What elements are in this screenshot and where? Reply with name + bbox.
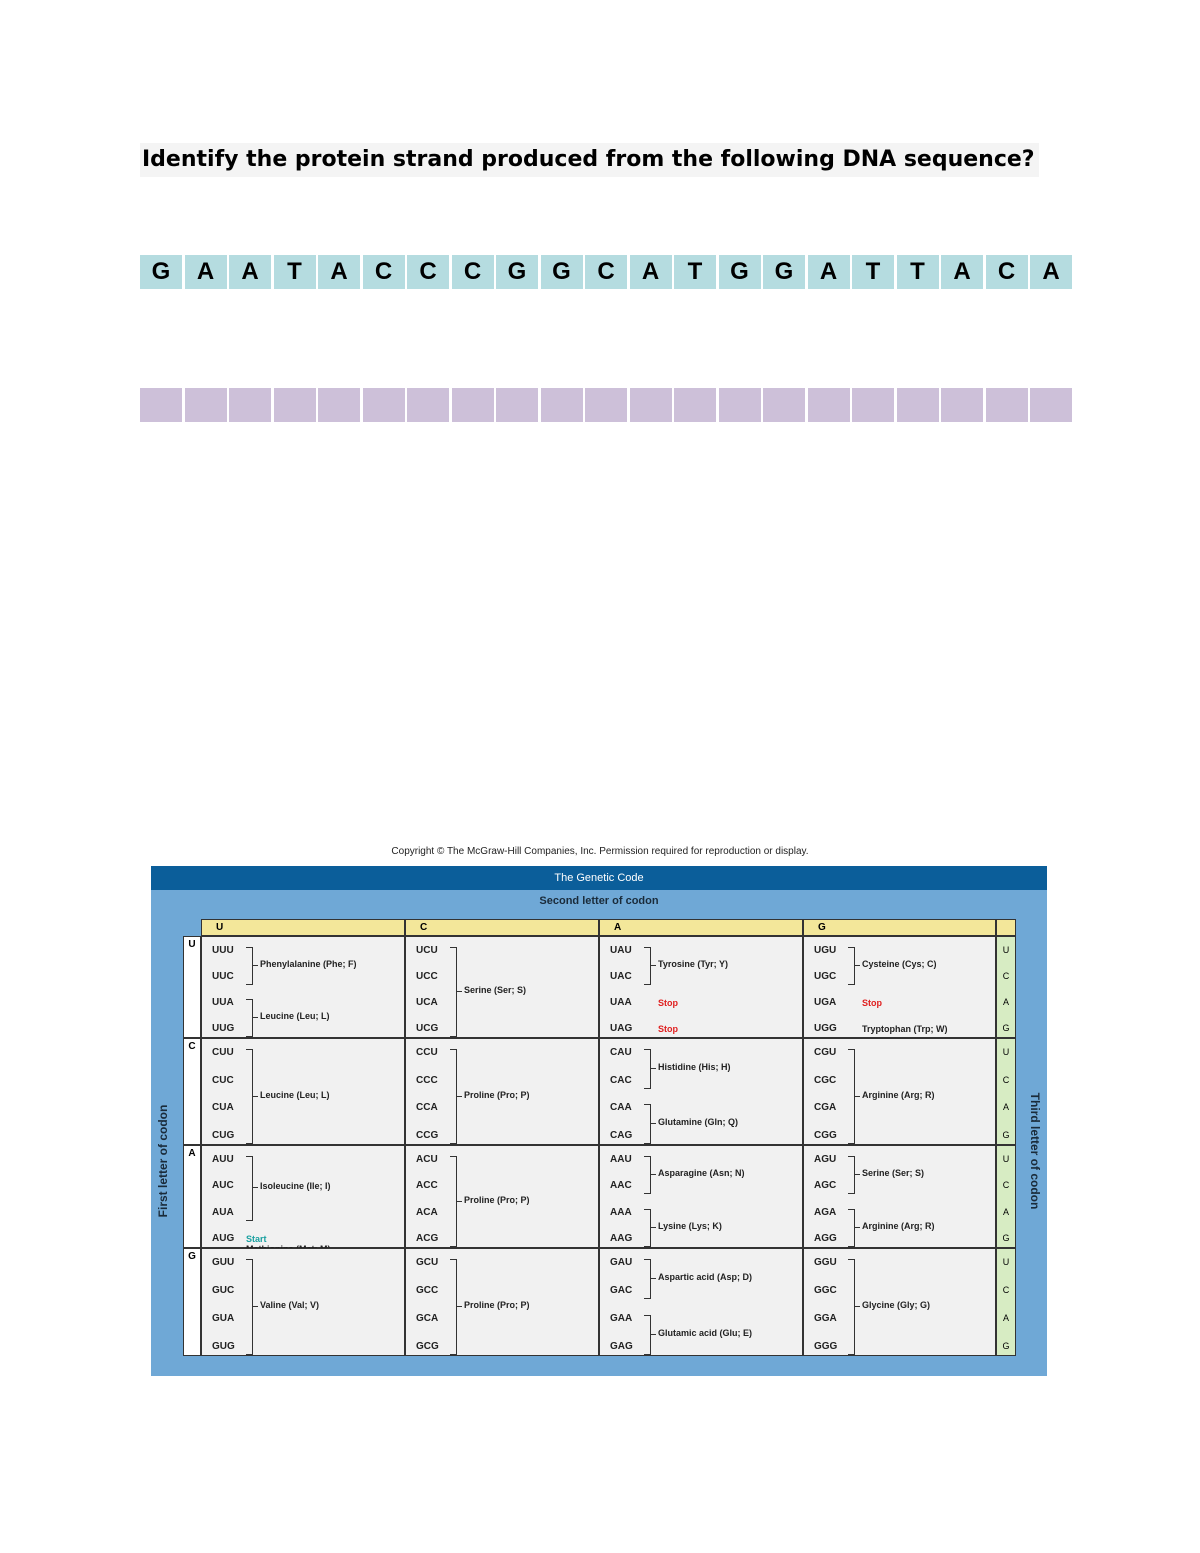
codon-uuu: UUU: [212, 945, 234, 956]
codon-group-tick: [854, 965, 860, 966]
amino-acid-label: Tyrosine (Tyr; Y): [658, 959, 729, 969]
codon-caa: CAA: [610, 1102, 632, 1114]
codon-cug: CUG: [212, 1130, 235, 1141]
codon-gcc: GCC: [416, 1285, 439, 1296]
third-letter-label: Third letter of codon: [1028, 1092, 1042, 1210]
codon-cuu: CUU: [212, 1047, 234, 1058]
codon-group-bracket: [246, 999, 253, 1037]
third-letter-g: G: [1002, 1130, 1010, 1140]
codon-ugu: UGU: [814, 945, 837, 956]
first-letter-a: A: [183, 1145, 201, 1248]
codon-group-bracket: [450, 1259, 457, 1355]
codon-group-bracket: [644, 947, 651, 985]
first-letter-c: C: [183, 1038, 201, 1145]
codon-cca: CCA: [416, 1102, 438, 1114]
codon-aac: AAC: [610, 1180, 632, 1192]
codon-group-bracket: [848, 947, 855, 985]
codon-uuc: UUC: [212, 971, 234, 982]
codon-uga: UGA: [814, 997, 837, 1008]
codon-ugg: UGG: [814, 1023, 837, 1034]
amino-acid-label: Glutamic acid (Glu; E): [658, 1328, 753, 1338]
third-letter-a: A: [1002, 1206, 1009, 1217]
amino-acid-label: Asparagine (Asn; N): [658, 1168, 745, 1179]
codon-cell: [803, 1248, 996, 1356]
third-letter-column: [996, 1038, 1016, 1145]
question-text: Identify the protein strand produced from the following DNA sequence?: [140, 143, 1039, 177]
answer-strand: [140, 388, 1075, 422]
third-letter-u: U: [1002, 1047, 1010, 1057]
codon-cgc: CGC: [814, 1074, 837, 1086]
amino-acid-label: Valine (Val; V): [260, 1300, 320, 1310]
third-letter-column: [996, 1145, 1016, 1248]
amino-acid-label: Proline (Pro; P): [464, 1089, 530, 1100]
answer-cell[interactable]: [229, 388, 271, 422]
codon-uug: UUG: [212, 1023, 235, 1034]
answer-cell[interactable]: [496, 388, 538, 422]
third-letter-u: U: [1002, 1257, 1010, 1267]
dna-base-cell: G: [140, 255, 182, 289]
codon-ggg: GGG: [814, 1341, 838, 1352]
codon-cell: [201, 936, 405, 1038]
codon-group-tick: [252, 965, 258, 966]
codon-uau: UAU: [610, 945, 632, 956]
amino-acid-label: Proline (Pro; P): [464, 1300, 530, 1310]
third-letter-c: C: [1002, 1074, 1010, 1085]
third-letter-u: U: [1002, 945, 1010, 955]
codon-cell: [599, 1248, 803, 1356]
second-letter-header-a: A: [599, 919, 803, 936]
amino-acid-label: Glycine (Gly; G): [862, 1300, 931, 1310]
codon-group-tick: [252, 1187, 258, 1188]
codon-group-bracket: [644, 1315, 651, 1355]
codon-cell: [803, 1145, 996, 1248]
codon-group-bracket: [848, 1259, 855, 1355]
dna-base-cell: A: [941, 255, 983, 289]
second-letter-header-u: U: [201, 919, 405, 936]
codon-ggu: GGU: [814, 1257, 837, 1268]
amino-acid-label: Serine (Ser; S): [464, 985, 527, 995]
codon-agg: AGG: [814, 1233, 837, 1244]
codon-gca: GCA: [416, 1313, 439, 1324]
second-letter-header-g: G: [803, 919, 996, 936]
codon-aug: AUG: [212, 1233, 235, 1244]
codon-ccu: CCU: [416, 1047, 438, 1058]
codon-cuc: CUC: [212, 1074, 234, 1086]
codon-agc: AGC: [814, 1180, 837, 1192]
codon-group-bracket: [644, 1259, 651, 1299]
codon-group-tick: [650, 1278, 656, 1279]
first-letter-g: G: [183, 1248, 201, 1356]
codon-cell: [803, 936, 996, 1038]
answer-cell[interactable]: [674, 388, 716, 422]
codon-group-tick: [252, 1306, 258, 1307]
codon-uag: UAG: [610, 1023, 633, 1034]
codon-acu: ACU: [416, 1154, 438, 1165]
codon-group-bracket: [644, 1156, 651, 1194]
codon-uca: UCA: [416, 997, 438, 1008]
codon-gga: GGA: [814, 1313, 837, 1324]
dna-base-cell: T: [852, 255, 894, 289]
codon-ucg: UCG: [416, 1023, 439, 1034]
codon-cell: [405, 1145, 599, 1248]
codon-group-tick: [650, 1068, 656, 1069]
codon-group-bracket: [450, 1049, 457, 1144]
codon-guu: GUU: [212, 1257, 235, 1268]
third-letter-u: U: [1002, 1154, 1010, 1164]
codon-group-bracket: [246, 1156, 253, 1221]
dna-base-cell: C: [407, 255, 449, 289]
codon-group-tick: [650, 1227, 656, 1228]
codon-group-tick: [650, 1334, 656, 1335]
amino-acid-label: Lysine (Lys; K): [658, 1220, 722, 1231]
codon-cell: [599, 1145, 803, 1248]
codon-gcg: GCG: [416, 1341, 439, 1352]
codon-guc: GUC: [212, 1285, 235, 1296]
codon-ccc: CCC: [416, 1074, 438, 1086]
amino-acid-label: Cysteine (Cys; C): [862, 959, 937, 969]
answer-cell[interactable]: [719, 388, 761, 422]
codon-group-bracket: [246, 1049, 253, 1144]
codon-uac: UAC: [610, 971, 632, 982]
codon-aga: AGA: [814, 1206, 837, 1218]
answer-cell[interactable]: [941, 388, 983, 422]
codon-cell: [405, 936, 599, 1038]
answer-cell[interactable]: [986, 388, 1028, 422]
third-letter-a: A: [1002, 1313, 1009, 1323]
dna-base-cell: G: [496, 255, 538, 289]
answer-cell[interactable]: [763, 388, 805, 422]
codon-uua: UUA: [212, 997, 234, 1008]
amino-acid-label: Serine (Ser; S): [862, 1168, 925, 1179]
answer-cell[interactable]: [541, 388, 583, 422]
codon-ugc: UGC: [814, 971, 837, 982]
stop-codon-label: Stop: [658, 1024, 678, 1034]
answer-cell[interactable]: [808, 388, 850, 422]
codon-gau: GAU: [610, 1257, 633, 1268]
answer-cell[interactable]: [363, 388, 405, 422]
third-letter-c: C: [1002, 971, 1010, 981]
codon-cell: [405, 1038, 599, 1145]
dna-sequence-strand: [140, 255, 1075, 289]
codon-cac: CAC: [610, 1074, 632, 1086]
answer-cell[interactable]: [185, 388, 227, 422]
dna-base-cell: C: [986, 255, 1028, 289]
copyright-notice: Copyright © The McGraw-Hill Companies, Inc. Permission required for reproduction or display.: [391, 846, 809, 857]
amino-acid-label: Phenylalanine (Phe; F): [260, 959, 357, 969]
amino-acid-label: Histidine (His; H): [658, 1061, 731, 1072]
stop-codon-label: Stop: [658, 998, 678, 1008]
codon-group-tick: [456, 1201, 462, 1202]
codon-cell: [201, 1145, 405, 1248]
codon-gac: GAC: [610, 1285, 633, 1296]
codon-aua: AUA: [212, 1206, 234, 1218]
dna-base-cell: G: [541, 255, 583, 289]
codon-gcu: GCU: [416, 1257, 439, 1268]
dna-base-cell: C: [585, 255, 627, 289]
dna-base-cell: C: [452, 255, 494, 289]
codon-gua: GUA: [212, 1313, 235, 1324]
answer-cell[interactable]: [140, 388, 182, 422]
codon-cua: CUA: [212, 1102, 234, 1114]
amino-acid-label: Leucine (Leu; L): [260, 1011, 330, 1021]
first-letter-label: First letter of codon: [156, 1104, 170, 1218]
third-letter-g: G: [1002, 1233, 1010, 1243]
dna-base-cell: G: [763, 255, 805, 289]
codon-cau: CAU: [610, 1047, 632, 1058]
dna-base-cell: A: [1030, 255, 1072, 289]
amino-acid-label: Arginine (Arg; R): [862, 1220, 935, 1231]
codon-group-bracket: [848, 1156, 855, 1194]
dna-base-cell: A: [229, 255, 271, 289]
codon-cag: CAG: [610, 1130, 633, 1141]
codon-group-tick: [650, 1174, 656, 1175]
codon-agu: AGU: [814, 1154, 837, 1165]
codon-group-tick: [252, 1017, 258, 1018]
codon-aca: ACA: [416, 1206, 438, 1218]
amino-acid-label: Tryptophan (Trp; W): [862, 1024, 948, 1034]
codon-cgu: CGU: [814, 1047, 837, 1058]
codon-ucc: UCC: [416, 971, 438, 982]
codon-group-tick: [854, 1174, 860, 1175]
codon-cgg: CGG: [814, 1130, 837, 1141]
amino-acid-label: Isoleucine (Ile; I): [260, 1181, 331, 1192]
first-letter-u: U: [183, 936, 201, 1038]
answer-cell[interactable]: [585, 388, 627, 422]
third-letter-g: G: [1002, 1023, 1010, 1033]
codon-auu: AUU: [212, 1154, 234, 1165]
answer-cell[interactable]: [630, 388, 672, 422]
dna-base-cell: T: [674, 255, 716, 289]
third-letter-g: G: [1002, 1341, 1010, 1351]
dna-base-cell: A: [185, 255, 227, 289]
codon-group-bracket: [246, 1259, 253, 1355]
third-letter-a: A: [1002, 1102, 1009, 1113]
codon-aag: AAG: [610, 1233, 633, 1244]
codon-group-bracket: [450, 947, 457, 1037]
codon-group-bracket: [644, 1049, 651, 1089]
codon-cell: [201, 1038, 405, 1145]
codon-aau: AAU: [610, 1154, 632, 1165]
answer-cell[interactable]: [274, 388, 316, 422]
codon-gaa: GAA: [610, 1313, 633, 1324]
codon-cell: [599, 1038, 803, 1145]
amino-acid-label: Proline (Pro; P): [464, 1194, 530, 1205]
answer-cell[interactable]: [318, 388, 360, 422]
amino-acid-label: Leucine (Leu; L): [260, 1089, 330, 1100]
codon-acg: ACG: [416, 1233, 439, 1244]
codon-ccg: CCG: [416, 1130, 439, 1141]
codon-acc: ACC: [416, 1180, 438, 1192]
codon-ggc: GGC: [814, 1285, 837, 1296]
amino-acid-label: Aspartic acid (Asp; D): [658, 1272, 753, 1282]
second-letter-header-c: C: [405, 919, 599, 936]
third-letter-header-spacer: [996, 919, 1016, 936]
codon-cell: [405, 1248, 599, 1356]
codon-uaa: UAA: [610, 997, 632, 1008]
genetic-code-table: [151, 866, 1047, 1376]
codon-cell: [803, 1038, 996, 1145]
codon-cell: [201, 1248, 405, 1356]
answer-cell[interactable]: [1030, 388, 1072, 422]
answer-cell[interactable]: [852, 388, 894, 422]
third-letter-column: [996, 936, 1016, 1038]
codon-group-tick: [650, 965, 656, 966]
answer-cell[interactable]: [407, 388, 449, 422]
codon-group-bracket: [848, 1049, 855, 1144]
dna-base-cell: C: [363, 255, 405, 289]
dna-base-cell: A: [630, 255, 672, 289]
answer-cell[interactable]: [452, 388, 494, 422]
codon-cell: [599, 936, 803, 1038]
third-letter-a: A: [1002, 997, 1009, 1007]
codon-group-tick: [456, 991, 462, 992]
codon-group-tick: [650, 1123, 656, 1124]
dna-base-cell: T: [274, 255, 316, 289]
second-letter-label: Second letter of codon: [539, 895, 659, 907]
third-letter-c: C: [1002, 1285, 1010, 1295]
codon-group-tick: [456, 1096, 462, 1097]
dna-base-cell: G: [719, 255, 761, 289]
codon-gug: GUG: [212, 1341, 235, 1352]
codon-group-bracket: [644, 1104, 651, 1144]
dna-base-cell: A: [808, 255, 850, 289]
start-codon-label: Start: [246, 1234, 267, 1244]
codon-cga: CGA: [814, 1102, 837, 1114]
codon-gag: GAG: [610, 1341, 633, 1352]
stop-codon-label: Stop: [862, 998, 882, 1008]
codon-group-tick: [252, 1096, 258, 1097]
third-letter-c: C: [1002, 1180, 1010, 1191]
third-letter-column: [996, 1248, 1016, 1356]
codon-group-tick: [854, 1096, 860, 1097]
codon-group-tick: [456, 1306, 462, 1307]
codon-aaa: AAA: [610, 1206, 632, 1218]
codon-group-tick: [854, 1306, 860, 1307]
amino-acid-label: Arginine (Arg; R): [862, 1089, 935, 1100]
dna-base-cell: A: [318, 255, 360, 289]
codon-ucu: UCU: [416, 945, 438, 956]
codon-group-bracket: [246, 947, 253, 985]
codon-auc: AUC: [212, 1180, 234, 1192]
genetic-code-title: The Genetic Code: [151, 866, 1047, 890]
amino-acid-label: Glutamine (Gln; Q): [658, 1117, 738, 1128]
codon-group-bracket: [450, 1156, 457, 1247]
answer-cell[interactable]: [897, 388, 939, 422]
dna-base-cell: T: [897, 255, 939, 289]
codon-group-tick: [854, 1227, 860, 1228]
